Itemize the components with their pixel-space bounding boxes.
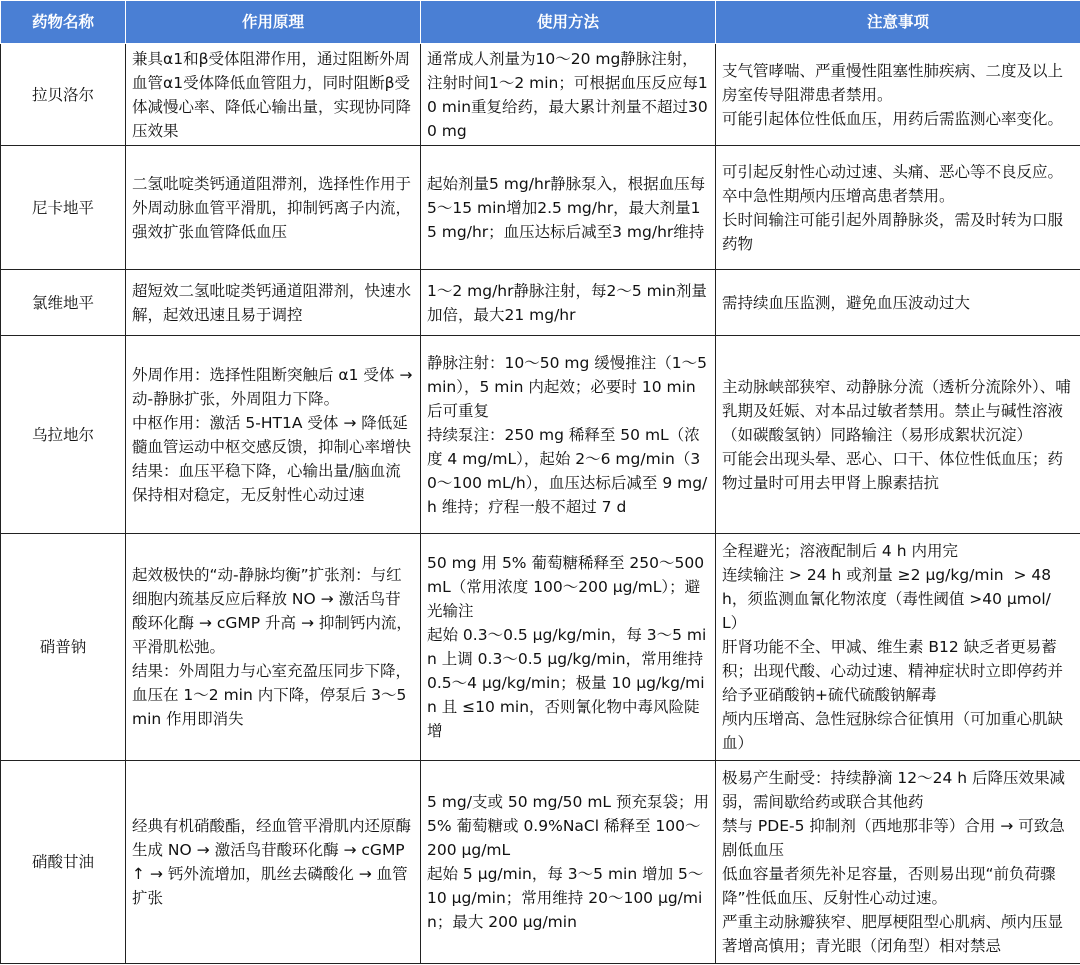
header-mechanism: 作用原理 xyxy=(126,1,421,44)
drug-name-cell: 氯维地平 xyxy=(1,270,126,336)
drug-name-cell: 尼卡地平 xyxy=(1,146,126,270)
notes-cell xyxy=(716,44,1080,146)
table-header xyxy=(1,1,1080,44)
usage-text: 50 mg 用 5% 葡萄糖稀释至 250～500 mL（常用浓度 100～200 μg/mL）；避光输注 起始 0.3～0.5 μg/kg/min，每 3～5 min 上调 0.3～0.5 μg/kg/min，常用维持 0.5～4 μg/kg/min；极量 10 μg/kg/min 且 ≤10 min，否则氰化物中毒风险陡增 xyxy=(427,554,707,740)
mechanism-text: 兼具α1和β受体阻滞作用，通过阻断外周血管α1受体降低血管阻力，同时阻断β受体减慢心率、降低心输出量，实现协同降压效果 xyxy=(132,49,412,140)
notes-text: 支气管哮喘、严重慢性阻塞性肺疾病、二度及以上房室传导阻滞患者禁用。 可能引起体位性低血压，用药后需监测心率变化。 xyxy=(722,61,1064,128)
mechanism-cell xyxy=(126,270,421,336)
mechanism-text: 起效极快的“动-静脉均衡”扩张剂：与红细胞内巯基反应后释放 NO → 激活鸟苷酸环化酶 → cGMP 升高 → 抑制钙内流，平滑肌松弛。 结果：外周阻力与心室充盈压同步下降，血压在 1～2 min 内下降，停泵后 3～5 min 作用即消失 xyxy=(132,566,412,728)
table-row xyxy=(1,534,1080,761)
mechanism-text: 超短效二氢吡啶类钙通道阻滞剂，快速水解，起效迅速且易于调控 xyxy=(132,281,412,324)
drug-name-cell: 硝酸甘油 xyxy=(1,761,126,964)
mechanism-cell xyxy=(126,761,421,964)
table-row xyxy=(1,146,1080,270)
usage-cell xyxy=(421,146,716,270)
table-row xyxy=(1,270,1080,336)
header-usage: 使用方法 xyxy=(421,1,716,44)
notes-cell xyxy=(716,270,1080,336)
usage-text: 1～2 mg/hr静脉注射，每2～5 min剂量加倍，最大21 mg/hr xyxy=(427,281,707,324)
drug-name-cell: 硝普钠 xyxy=(1,534,126,761)
drug-name-cell: 拉贝洛尔 xyxy=(1,44,126,146)
header-drug-name: 药物名称 xyxy=(1,1,126,44)
notes-text: 全程避光；溶液配制后 4 h 内用完 连续输注 > 24 h 或剂量 ≥2 μg/kg/min > 48 h，须监测血氰化物浓度（毒性阈值 >40 μmol/L） 肝肾功能不全、甲减、维生素 B12 缺乏者更易蓄积；出现代酸、心动过速、精神症状时立即停药并给予亚硝酸钠+硫代硫酸钠解毒 颅内压增高、急性冠脉综合征慎用（可加重心肌缺血） xyxy=(722,542,1064,752)
notes-cell xyxy=(716,336,1080,534)
mechanism-cell xyxy=(126,146,421,270)
table-row xyxy=(1,761,1080,964)
usage-cell xyxy=(421,534,716,761)
usage-cell xyxy=(421,44,716,146)
notes-text: 主动脉峡部狭窄、动静脉分流（透析分流除外）、哺乳期及妊娠、对本品过敏者禁用。禁止与碱性溶液（如碳酸氢钠）同路输注（易形成絮状沉淀） 可能会出现头晕、恶心、口干、体位性低血压；药物过量时可用去甲肾上腺素拮抗 xyxy=(722,377,1071,492)
header-row xyxy=(1,1,1080,44)
usage-text: 5 mg/支或 50 mg/50 mL 预充泵袋；用 5% 葡萄糖或 0.9%NaCl 稀释至 100～200 μg/mL 起始 5 μg/min，每 3～5 min 增加 5～10 μg/min；常用维持 20～100 μg/min；最大 200 μg/min xyxy=(427,793,709,931)
mechanism-text: 二氢吡啶类钙通道阻滞剂，选择性作用于外周动脉血管平滑肌，抑制钙离子内流，强效扩张血管降低血压 xyxy=(132,174,412,241)
notes-cell xyxy=(716,146,1080,270)
usage-text: 起始剂量5 mg/hr静脉泵入，根据血压每5～15 min增加2.5 mg/hr，最大剂量15 mg/hr；血压达标后减至3 mg/hr维持 xyxy=(427,174,706,241)
notes-text: 极易产生耐受：持续静滴 12～24 h 后降压效果减弱，需间歇给药或联合其他药 禁与 PDE-5 抑制剂（西地那非等）合用 → 可致急剧低血压 低血容量者须先补足容量，否则易出现“前负荷骤降”性低血压、反射性心动过速。 严重主动脉瓣狭窄、肥厚梗阻型心肌病、颅内压显著增高慎用；青光眼（闭角型）相对禁忌 xyxy=(722,769,1066,955)
notes-cell xyxy=(716,761,1080,964)
usage-cell xyxy=(421,270,716,336)
usage-cell xyxy=(421,336,716,534)
mechanism-text: 外周作用：选择性阻断突触后 α1 受体 → 动-静脉扩张，外周阻力下降。 中枢作用：激活 5-HT1A 受体 → 降低延髓血管运动中枢交感反馈，抑制心率增快 结果：血压平稳下降，心输出量/脑血流保持相对稳定，无反射性心动过速 xyxy=(132,365,413,504)
mechanism-cell xyxy=(126,44,421,146)
usage-text: 静脉注射：10～50 mg 缓慢推注（1～5 min），5 min 内起效；必要时 10 min 后可重复 持续泵注：250 mg 稀释至 50 mL（浓度 4 mg/mL），起始 2～6 mg/min（30～100 mL/h），血压达标后减至 9 mg/h 维持；疗程一般不超过 7 d xyxy=(427,353,708,516)
mechanism-cell xyxy=(126,534,421,761)
usage-text: 通常成人剂量为10～20 mg静脉注射，注射时间1～2 min；可根据血压反应每10 min重复给药，最大累计剂量不超过300 mg xyxy=(427,49,708,140)
drug-name-cell: 乌拉地尔 xyxy=(1,336,126,534)
header-notes: 注意事项 xyxy=(716,1,1080,44)
usage-cell xyxy=(421,761,716,964)
notes-text: 需持续血压监测，避免血压波动过大 xyxy=(722,293,971,312)
table-row xyxy=(1,336,1080,534)
table-row xyxy=(1,44,1080,146)
mechanism-text: 经典有机硝酸酯，经血管平滑肌内还原酶生成 NO → 激活鸟苷酸环化酶 → cGMP↑ → 钙外流增加，肌丝去磷酸化 → 血管扩张 xyxy=(132,817,412,907)
notes-cell xyxy=(716,534,1080,761)
notes-text: 可引起反射性心动过速、头痛、恶心等不良反应。 卒中急性期颅内压增高患者禁用。 长时间输注可能引起外周静脉炎，需及时转为口服药物 xyxy=(722,162,1064,253)
mechanism-cell xyxy=(126,336,421,534)
table-body xyxy=(1,44,1080,964)
